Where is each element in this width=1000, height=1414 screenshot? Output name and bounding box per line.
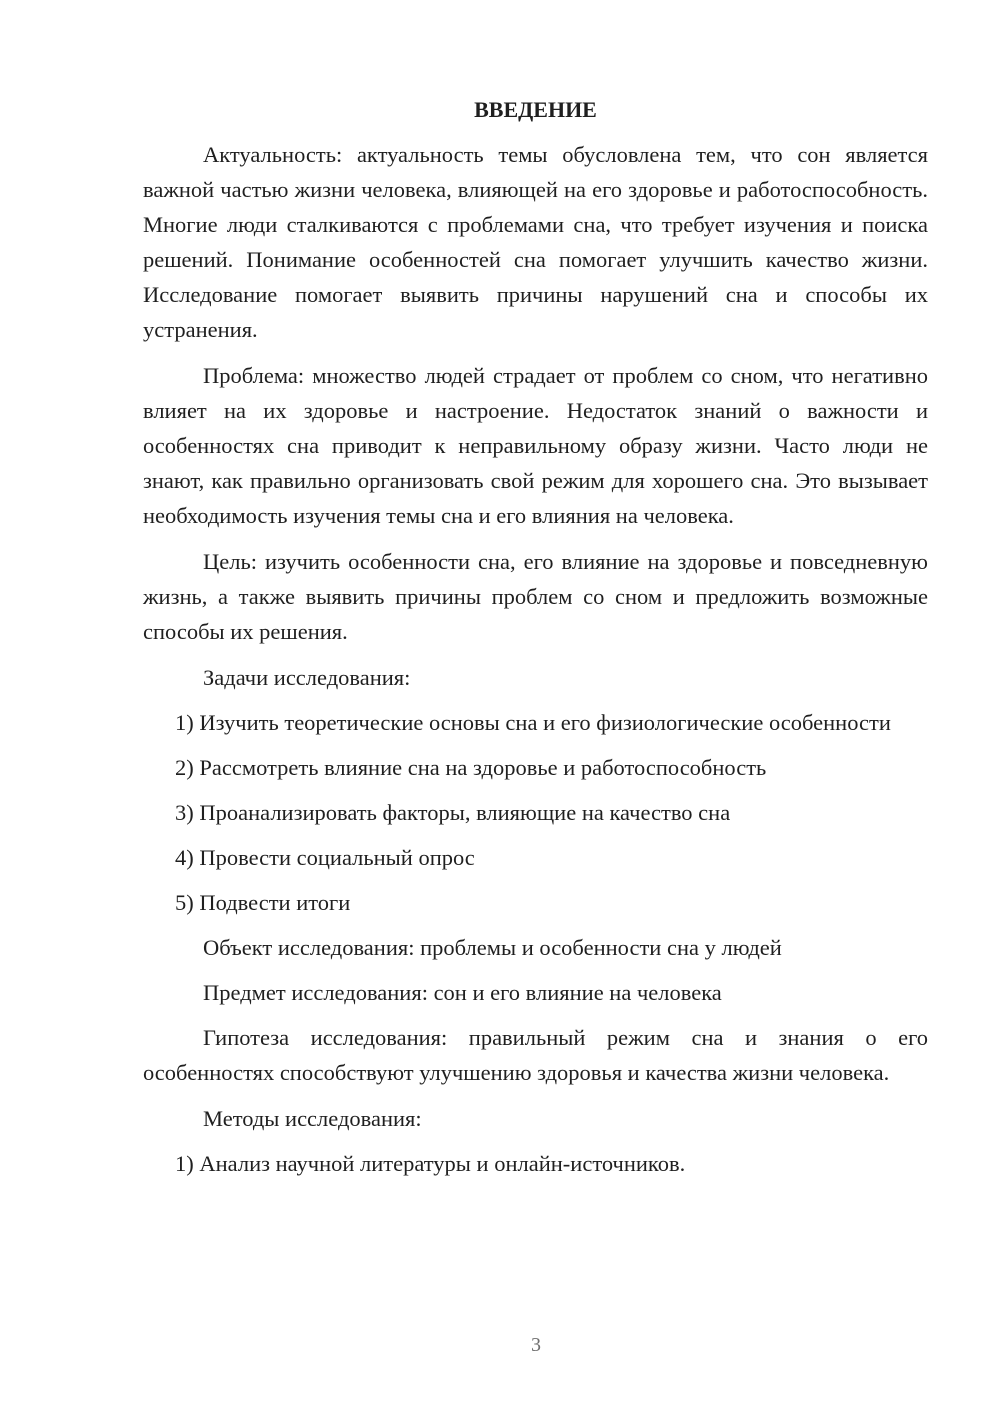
hypothesis-paragraph: Гипотеза исследования: правильный режим сна и знания о его особенностях способствуют улучшению здоровья и качества жизни человека.: [143, 1025, 928, 1085]
section-title: ВВЕДЕНИЕ: [474, 97, 597, 122]
relevance-paragraph: Актуальность: актуальность темы обусловлена тем, что сон является важной частью жизни человека, влияющей на его здоровье и работоспособность. Многие люди сталкиваются с проблемами сна, что требует изучения и поиска решений. Понимание особенностей сна помогает улучшить качество жизни. Исследование помогает выявить причины нарушений сна и способы их устранения.: [143, 142, 928, 342]
task-item-3: 3) Проанализировать факторы, влияющие на качество сна: [175, 800, 731, 825]
research-object: Объект исследования: проблемы и особенности сна у людей: [203, 935, 782, 960]
tasks-heading: Задачи исследования:: [203, 665, 411, 690]
page-number: 3: [531, 1334, 541, 1356]
methods-heading: Методы исследования:: [203, 1106, 422, 1131]
goal-paragraph: Цель: изучить особенности сна, его влияние на здоровье и повседневную жизнь, а также выявить причины проблем со сном и предложить возможные способы их решения.: [143, 549, 928, 644]
task-item-4: 4) Провести социальный опрос: [175, 845, 475, 870]
page-content: [143, 95, 928, 1191]
research-subject: Предмет исследования: сон и его влияние на человека: [203, 980, 722, 1005]
problem-paragraph: Проблема: множество людей страдает от проблем со сном, что негативно влияет на их здоровье и настроение. Недостаток знаний о важности и особенностях сна приводит к неправильному образу жизни. Часто люди не знают, как правильно организовать свой режим для хорошего сна. Это вызывает необходимость изучения темы сна и его влияния на человека.: [143, 363, 928, 528]
task-item-5: 5) Подвести итоги: [175, 890, 351, 915]
task-item-2: 2) Рассмотреть влияние сна на здоровье и работоспособность: [175, 755, 767, 780]
method-item-1: 1) Анализ научной литературы и онлайн-источников.: [175, 1151, 686, 1176]
task-item-1: 1) Изучить теоретические основы сна и его физиологические особенности: [175, 710, 891, 735]
